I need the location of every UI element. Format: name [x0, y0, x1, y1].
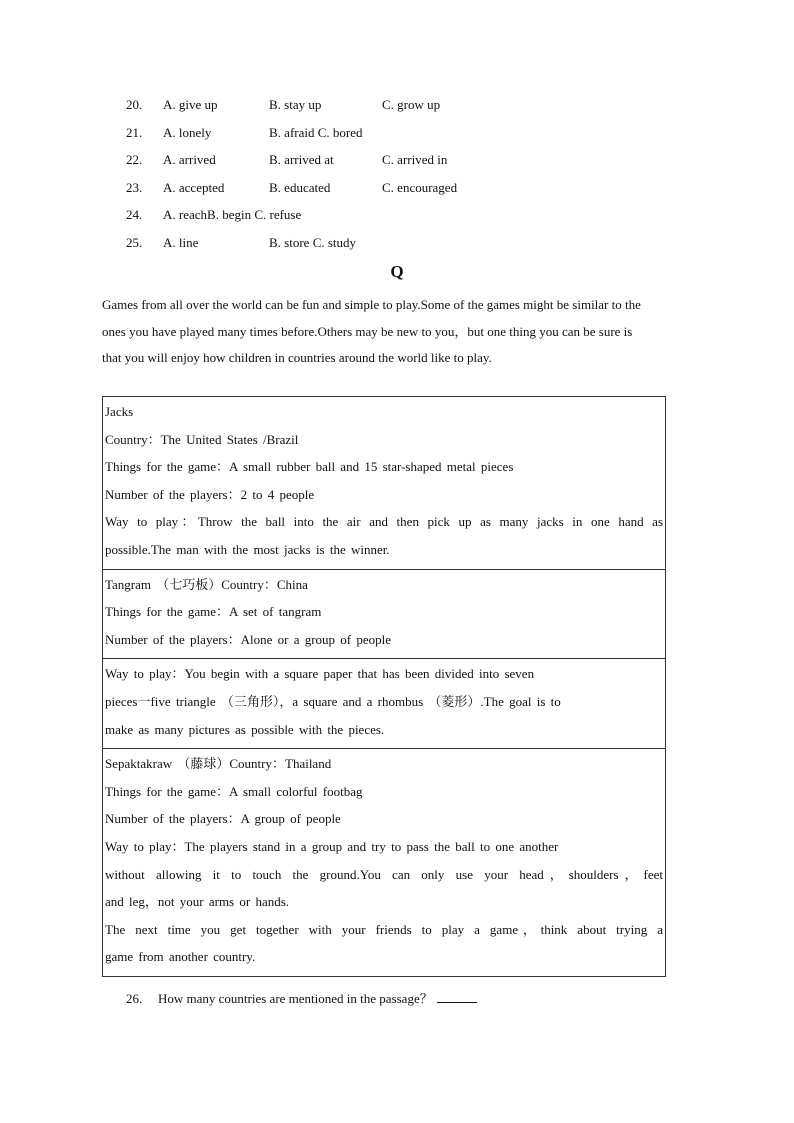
table-cell [103, 749, 666, 977]
option-a: A. line [163, 234, 199, 250]
games-table [102, 396, 666, 977]
game-way: Way to play：Throw the ball into the air and then pick up as many jacks in one hand as [105, 514, 663, 530]
option-row-23 [126, 177, 626, 205]
option-a: A. reachB. begin C. refuse [163, 207, 302, 223]
option-c: C. arrived in [382, 152, 448, 168]
option-b: B. afraid C. bored [269, 124, 363, 140]
game-way: make as many pictures as possible with the pieces. [105, 721, 385, 737]
table-cell [103, 569, 666, 659]
game-things: Things for the game：A small colorful footbag [105, 783, 363, 799]
game-way: possible.The man with the most jacks is the winner. [105, 541, 390, 557]
table-cell [103, 397, 666, 570]
table-row-tangram-way [103, 659, 666, 749]
question-number: 21. [126, 124, 143, 140]
answer-options-list [126, 94, 626, 260]
answer-blank[interactable] [437, 990, 477, 1003]
game-title: Tangram （七巧板）Country：China [105, 576, 308, 592]
intro-paragraph [102, 292, 692, 372]
game-things: Things for the game：A set of tangram [105, 604, 322, 620]
option-b: B. educated [269, 179, 331, 195]
option-c: C. encouraged [382, 179, 458, 195]
option-a: A. lonely [163, 124, 212, 140]
question-number: 24. [126, 207, 143, 223]
game-way: Way to play：The players stand in a group and try to pass the ball to one another [105, 838, 559, 854]
option-b: B. arrived at [269, 152, 334, 168]
game-players: Number of the players：2 to 4 people [105, 486, 315, 502]
table-row-sepaktakraw [103, 749, 666, 977]
section-title: Q [390, 262, 404, 281]
question-number: 25. [126, 234, 143, 250]
question-number: 20. [126, 97, 143, 112]
option-row-21 [126, 122, 626, 150]
table-row-tangram [103, 569, 666, 659]
closing-note: The next time you get together with your friends to play a game，think about trying a [105, 921, 663, 937]
table-row-jacks [103, 397, 666, 570]
game-country: Country：The United States /Brazil [105, 431, 299, 447]
option-a: A. accepted [163, 179, 225, 195]
option-b: B. store C. study [269, 234, 357, 250]
game-way: and leg，not your arms or hands. [105, 894, 290, 910]
option-b: B. stay up [269, 97, 322, 112]
game-title: Sepaktakraw （藤球）Country：Thailand [105, 756, 332, 772]
game-way: Way to play：You begin with a square paper that has been divided into seven [105, 666, 535, 682]
option-a: A. give up [163, 97, 218, 112]
option-row-24 [126, 204, 626, 232]
question-number: 26. [126, 991, 143, 1006]
game-players: Number of the players：A group of people [105, 811, 341, 827]
option-row-20 [126, 94, 626, 122]
option-row-25 [126, 232, 626, 260]
intro-line: that you will enjoy how children in countries around the world like to play. [102, 350, 492, 365]
game-way: without allowing it to touch the ground.You can only use your head，shoulders，feet [105, 866, 663, 882]
table-cell [103, 659, 666, 749]
option-a: A. arrived [163, 152, 216, 168]
question-26 [126, 988, 477, 1007]
game-title: Jacks [105, 404, 134, 419]
option-row-22 [126, 149, 626, 177]
intro-line: Games from all over the world can be fun and simple to play.Some of the games might be similar to the [102, 297, 641, 312]
intro-line: ones you have played many times before.Others may be new to you，but one thing you can be sure is [102, 323, 633, 339]
option-c: C. grow up [382, 97, 441, 112]
game-things: Things for the game：A small rubber ball and 15 star-shaped metal pieces [105, 459, 514, 475]
game-way: pieces一five triangle （三角形），a square and a rhombus （菱形）.The goal is to [105, 693, 561, 709]
question-text: How many countries are mentioned in the passage？ [158, 991, 433, 1006]
question-number: 23. [126, 179, 143, 195]
closing-note: game from another country. [105, 949, 256, 965]
question-number: 22. [126, 152, 143, 168]
game-players: Number of the players：Alone or a group of people [105, 631, 392, 647]
